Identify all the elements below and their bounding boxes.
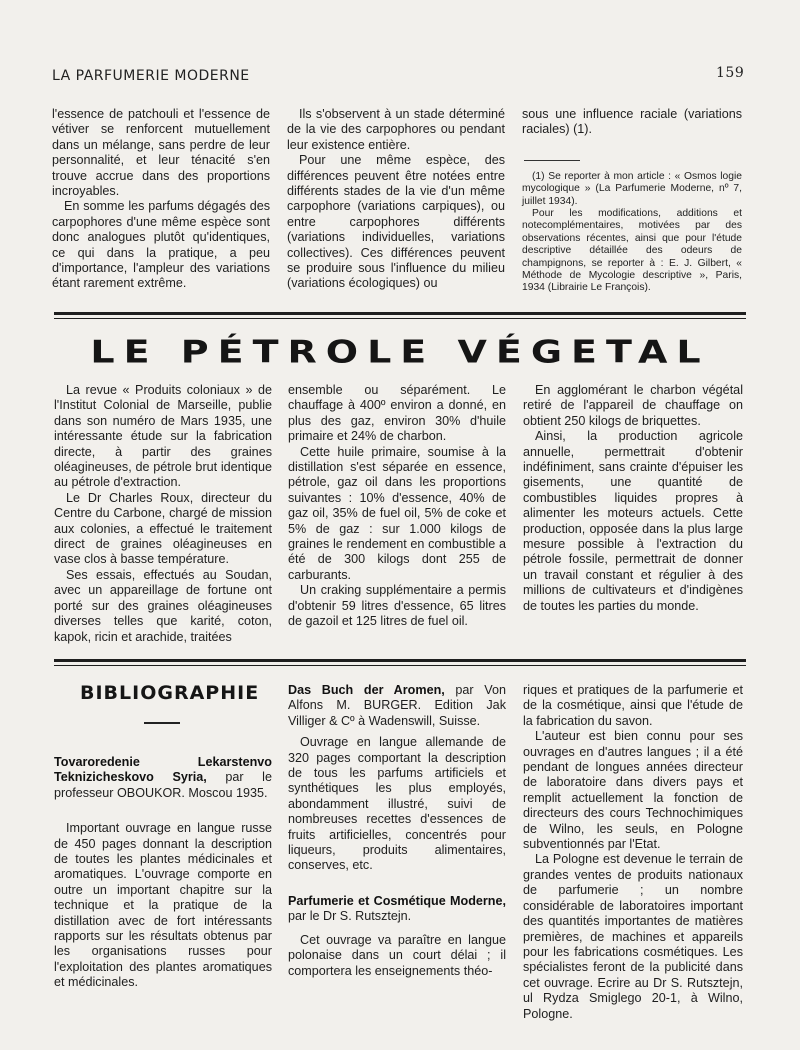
paragraph: Ils s'observent à un stade déterminé de la vie des carpophores ou pendant leur existence entière. (287, 107, 505, 152)
running-header: LA PARFUMERIE MODERNE (52, 68, 250, 84)
paragraph: Cette huile primaire, soumise à la distillation s'est séparée en essence, pétrole, gaz oil dans les proportions suivantes : 10% d'essence, 40% de gaz oil, 35% de fuel oil, 5% de coke et 5% de gaz : sur 1.000 kilogs de graines le rendement en combustible a été de 300 kilogs dont 255 de carburants. (288, 444, 506, 582)
paragraph: En agglomérant le charbon végétal retiré de l'appareil de chauffage on obtient 250 kilogs de briquettes. (523, 383, 743, 428)
bibliography-entry (288, 683, 506, 729)
divider-rule (54, 318, 746, 319)
book-meta: par le professeur OBOUKOR. Moscou 1935. (54, 770, 272, 800)
book-title: Das Buch der Aromen, (288, 683, 445, 697)
bibliography-entry (54, 755, 272, 801)
paragraph: Un craking supplémentaire a permis d'obtenir 59 litres d'essence, 65 litres de gazoil et 125 litres de fuel oil. (288, 583, 506, 629)
paragraph: Cet ouvrage va paraître en langue polonaise dans un court délai ; il comportera les enseignements théo- (288, 932, 506, 978)
paragraph: Pour une même espèce, des différences peuvent être notées entre différents stades de la vie d'un même carpophore (variations carpiques), ou entre carpophores différents (variations individuelles, variations collectives). Ces différences peuvent se produire sous l'influence du milieu (variations écologiques) ou (287, 153, 505, 291)
book-title: Parfumerie et Cosmétique Moderne, (288, 893, 506, 908)
bibliography-column-3 (523, 683, 743, 1022)
bibliography-entry (288, 894, 506, 925)
article-title: LE PÉTROLE VÉGETAL (90, 333, 710, 371)
article-column-2 (288, 383, 506, 630)
bibliography-heading: BIBLIOGRAPHIE (80, 682, 260, 704)
paragraph: riques et pratiques de la parfumerie et de la cosmétique, ainsi que l'étude de la fabrication du savon. (523, 683, 743, 728)
paragraph: La revue « Produits coloniaux » de l'Institut Colonial de Marseille, publie dans son numéro de Mars 1935, une intéressante étude sur la fabrication directe, à partir des graines oléagineuses, de pétrole brut identique au pétrole d'extraction. (54, 383, 272, 490)
paragraph: sous une influence raciale (variations raciales) (1). (522, 107, 742, 137)
top-column-1 (52, 107, 270, 292)
divider-rule (54, 312, 746, 315)
footnote: (1) Se reporter à mon article : « Osmos logie mycologique » (La Parfumerie Moderne, nº 7, juillet 1934). (522, 170, 742, 207)
page-number: 159 (716, 65, 745, 81)
footnote: Pour les modifications, additions et notecomplémentaires, motivées par des observations récentes, ainsi que pour l'étude descriptive détaillée des odeurs de champignons, se reporter à : E. J. Gilbert, « Méthode de Mycologie descriptive », Paris, 1934 (Librairie Le François). (522, 208, 742, 294)
book-title: Tovaroredenie Lekarstenvo Teknizicheskovo Syria, (54, 755, 272, 785)
paragraph: Ouvrage en langue allemande de 320 pages comportant la description de tous les parfums artificiels et synthétiques les plus employés, abondamment illustré, suivi de nombreuses recettes d'essences de fruits artificielles, concentrés pour liqueurs, produits alimentaires, conserves, etc. (288, 735, 506, 873)
divider-rule (54, 665, 746, 666)
top-column-2 (287, 107, 505, 292)
paragraph: L'auteur est bien connu pour ses ouvrages en d'autres langues ; il a été pendant de longues années directeur de laboratoire dans divers pays et remplit actuellement la fonction de directeurs des cours Technochimiques de Wilno, les seuls, en Pologne subventionnés par l'Etat. (523, 729, 743, 852)
footnotes (522, 171, 742, 295)
article-column-1 (54, 383, 272, 645)
heading-divider (144, 722, 180, 724)
book-meta: par le Dr S. Rutsztejn. (288, 909, 412, 924)
book-meta: par Von Alfons M. BURGER. Edition Jak Villiger & Cº à Wadenswill, Suisse. (288, 683, 506, 728)
paragraph: Le Dr Charles Roux, directeur du Centre du Carbone, chargé de mission aux colonies, a effectué le traitement direct de graines oléagineuses en vase clos à basse température. (54, 490, 272, 567)
article-column-3 (523, 383, 743, 614)
paragraph: ensemble ou séparément. Le chauffage à 400º environ a donné, en plus des gaz, environ 30% d'huile primaire et 24% de charbon. (288, 383, 506, 444)
bibliography-column-1 (54, 755, 272, 991)
divider-rule (54, 659, 746, 662)
paragraph: En somme les parfums dégagés des carpophores d'une même espèce sont donc analogues plutôt qu'identiques, ce qui dans la pratique, a peu d'importance, l'ampleur des variations étant rarement extrême. (52, 199, 270, 291)
paragraph: Ainsi, la production agricole annuelle, permettrait d'obtenir indéfiniment, sans crainte d'épuiser les gisements, une quantité de combustibles liquides propres à alimenter les moteurs actuels. Cette production, opposée dans la plus large mesure possible à l'extraction du pétrole fossile, permettrait de donner un travail constant et régulier à des millions de cultivateurs et d'indigènes de toutes les parties du monde. (523, 429, 743, 613)
paragraph: La Pologne est devenue le terrain de grandes ventes de produits nationaux de parfumerie ; un nombre considérable de laboratoires important des quantités importantes de matières premières, de machines et appareils pour les fabrications cosmétiques. Les spécialistes feront de la publicité dans cet ouvrage. Ecrire au Dr S. Rutsztejn, ul Rydza Smiglego 20-1, à Wilno, Pologne. (523, 852, 743, 1021)
footnote-divider (524, 160, 580, 161)
paragraph: l'essence de patchouli et l'essence de vétiver se renforcent mutuellement dans un mélange, sans perdre de leur personnalité, et leur ténacité s'en trouve accrue dans des proportions incroyables. (52, 107, 270, 199)
paragraph: Important ouvrage en langue russe de 450 pages donnant la description de toutes les plantes médicinales et aromatiques. L'ouvrage comporte en outre un important chapitre sur la technique et la pratique de la distillation avec de fort intéressants rapports sur les résultats obtenus par les organisations russes pour l'exploitation des plantes aromatiques et médicinales. (54, 821, 272, 990)
bibliography-column-2 (288, 683, 506, 979)
top-column-3 (522, 107, 742, 295)
paragraph: Ses essais, effectués au Soudan, avec un appareillage de fortune ont porté sur des graines oléagineuses diverses telles que karité, coton, kapok, ricin et arachide, traitées (54, 567, 272, 644)
